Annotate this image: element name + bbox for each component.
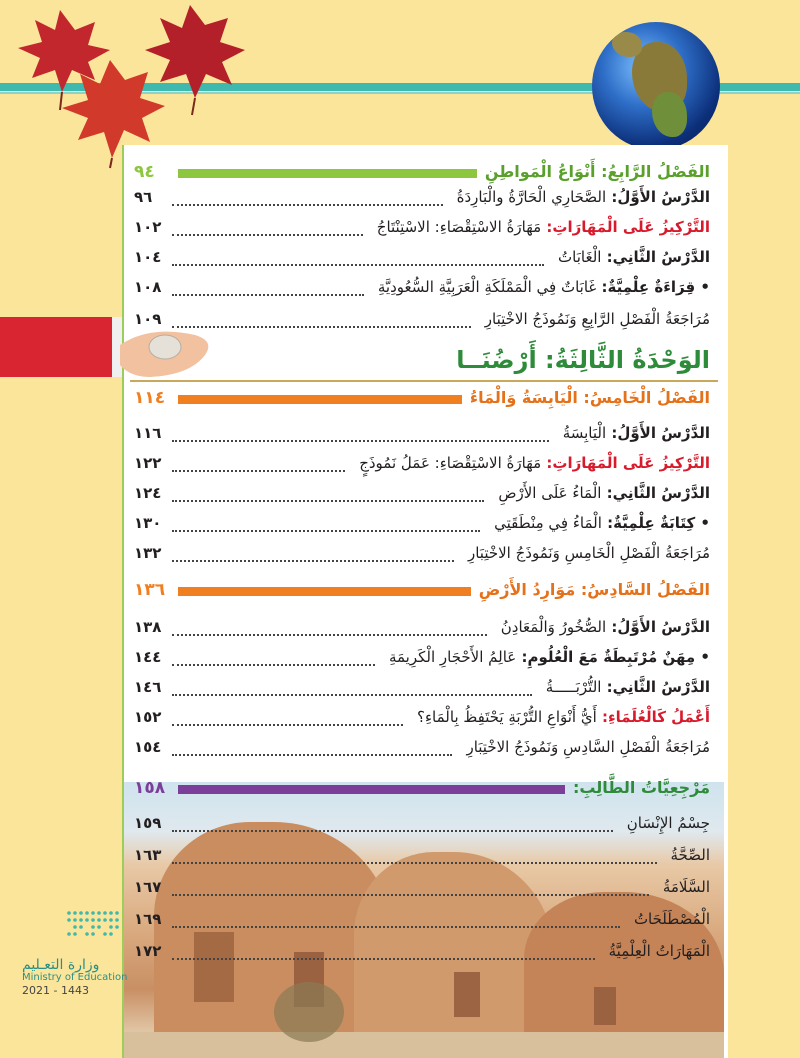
toc-leader-dots [172,470,345,472]
toc-entry-row[interactable] [130,876,718,904]
toc-page-number: ١٥٤ [134,738,162,756]
toc-page-number: ١٠٢ [134,218,162,236]
toc-entry-title [385,648,710,666]
toc-entry-prefix: التَّرْكِيزُ عَلَى الْمَهَارَاتِ: [541,218,710,236]
toc-leader-dots [172,204,443,206]
toc-leader-dots [172,724,403,726]
toc-page-number: ١٣٨ [134,618,162,636]
toc-page-number: ١١٤ [134,388,166,408]
toc-leader-dots [172,440,549,442]
toc-leader-dots [172,862,657,864]
toc-entry-title [494,484,710,502]
toc-page-number: ١٠٨ [134,278,162,296]
ministry-logo-icon [66,910,124,940]
toc-entry-label: الصُّخُورُ وَالْمَعَادِنُ [500,618,607,636]
toc-entry-title [667,846,710,864]
toc-page-number: ١٣٦ [134,580,166,600]
tomb-facade [454,972,480,1017]
toc-entry-prefix: • كِتَابَةٌ عِلْمِيَّةٌ: [601,514,710,532]
toc-entry-title [569,778,710,797]
toc-entry-label: الفَصْلُ الْخَامِسُ: الْيَابِسَةُ وَالْمَاءُ [469,388,710,407]
chapter-leader-bar [178,785,565,794]
toc-entry-row[interactable] [130,736,718,764]
tomb-facade [594,987,616,1025]
globe-image [592,22,720,150]
toc-entry-prefix: الدَّرْسُ الثَّانِي: [601,678,710,696]
toc-entry-prefix: الدَّرْسُ الأَوَّلُ: [606,424,710,442]
toc-entry-row[interactable] [130,216,718,244]
toc-leader-dots [172,958,595,960]
ministry-year: 2021 - 1443 [22,984,89,997]
toc-entry-row[interactable] [130,706,718,734]
toc-entry-label: الفَصْلُ السَّادِسُ: مَوَارِدُ الأَرْضِ [478,580,710,599]
toc-entry-row[interactable] [130,246,718,274]
toc-entry-title [659,878,710,896]
toc-leader-dots [172,530,480,532]
toc-leader-dots [172,500,484,502]
toc-entry-title [453,188,710,206]
toc-entry-row[interactable] [130,512,718,540]
toc-entry-label: الْمَاءُ فِي مِنْطَقَتِي [494,514,602,532]
toc-entry-title [466,388,710,407]
toc-chapter-row[interactable] [130,578,718,606]
toc-entry-row[interactable] [130,812,718,840]
toc-page-number: ١٥٩ [134,814,162,832]
toc-entry-prefix: الدَّرْسُ الأَوَّلُ: [606,618,710,636]
toc-entry-row[interactable] [130,844,718,872]
toc-entry-label: مُرَاجَعَةُ الْفَصْلِ السَّادِسِ وَنَمُوذَجُ الاخْتِبَارِ [466,738,710,756]
toc-entry-label: الصِّحَّةُ [670,846,710,864]
toc-entry-label: مَهَارَةُ الاسْتِقْصَاءِ: الاسْتِنْتَاجُ [376,218,542,236]
toc-leader-dots [172,634,487,636]
toc-page-number: ١٦٩ [134,910,162,928]
toc-page-number: ١١٦ [134,424,162,442]
toc-entry-title [475,580,710,599]
toc-entry-title [374,278,710,296]
toc-leader-dots [172,754,452,756]
toc-entry-prefix: الدَّرْسُ الأَوَّلُ: [606,188,710,206]
toc-entry-title [490,514,710,532]
toc-page-number: ١٣٢ [134,544,162,562]
toc-entry-row[interactable] [130,616,718,644]
toc-leader-dots [172,294,364,296]
toc-entry-prefix: • قِرَاءَةٌ عِلْمِيَّةٌ: [596,278,710,296]
toc-entry-label: أَيُّ أَنْوَاعِ التُّرْبَةِ يَحْتَفِظُ بِالْمَاءِ؟ [417,708,597,726]
toc-page-number: ١٦٧ [134,878,162,896]
toc-entry-title [542,678,710,696]
toc-entry-label: مَرْجِعِيَّاتُ الطَّالِبِ: [572,778,710,797]
toc-entry-prefix: • مِهَنٌ مُرْتَبِطَةٌ مَعَ الْعُلُومِ: [516,648,710,666]
toc-chapter-row[interactable] [130,776,718,804]
toc-entry-title [481,310,710,328]
toc-entry-title [605,942,710,960]
toc-leader-dots [172,326,471,328]
ministry-name-arabic: وزارة التعـليم [22,957,100,973]
chapter-leader-bar [178,395,462,404]
toc-entry-prefix: الدَّرْسُ الثَّانِي: [601,248,710,266]
toc-leader-dots [172,926,620,928]
toc-entry-title [497,618,710,636]
toc-leader-dots [172,264,544,266]
toc-entry-label: الْمَاءُ عَلَى الأَرْضِ [498,484,602,502]
toc-page-number: ١٢٢ [134,454,162,472]
toc-page-number: ١٠٤ [134,248,162,266]
toc-entry-row[interactable] [130,646,718,674]
chapter-leader-bar [178,169,477,178]
toc-entry-label: الْغَابَاتُ [558,248,602,266]
toc-entry-label: الْمَهَارَاتُ الْعِلْمِيَّةُ [608,942,710,960]
toc-page-number: ١٥٨ [134,778,166,798]
toc-entry-row[interactable] [130,186,718,214]
toc-entry-label: الصَّحَارِي الْحَارَّةُ والْبَارِدَةُ [456,188,607,206]
toc-entry-label: الفَصْلُ الرَّابِعُ: أَنْوَاعُ الْمَواطِنِ [484,162,710,181]
toc-entry-label: الْمُصْطَلَحَاتُ [633,910,710,928]
toc-leader-dots [172,894,649,896]
toc-entry-prefix: الدَّرْسُ الثَّانِي: [601,484,710,502]
toc-entry-title [623,814,710,832]
toc-entry-row[interactable] [130,940,718,968]
toc-entry-title [373,218,710,236]
toc-leader-dots [172,694,532,696]
toc-page-number: ١٤٤ [134,648,162,666]
toc-entry-row[interactable] [130,452,718,480]
toc-page-number: ١٠٩ [134,310,162,328]
toc-entry-row[interactable] [130,276,718,304]
unit-title: الوَحْدَةُ الثَّالِثَةُ: أَرْضُنَــا [456,346,710,374]
toc-entry-label: مَهَارَةُ الاسْتِقْصَاءِ: عَمَلُ نَمُوذَجٍ [359,454,542,472]
toc-entry-row[interactable] [130,308,718,336]
toc-entry-row[interactable] [130,482,718,510]
toc-chapter-row[interactable] [130,160,718,188]
toc-entry-title [464,544,710,562]
toc-entry-label: الْيَابِسَةُ [562,424,607,442]
toc-entry-title [630,910,710,928]
toc-chapter-row[interactable] [130,386,718,414]
toc-entry-title [355,454,710,472]
toc-entry-label: السَّلَامَةُ [662,878,710,896]
toc-entry-row[interactable] [130,676,718,704]
toc-page-number: ١٢٤ [134,484,162,502]
toc-entry-prefix: التَّرْكِيزُ عَلَى الْمَهَارَاتِ: [541,454,710,472]
toc-leader-dots [172,830,613,832]
toc-entry-label: جِسْمُ الإِنْسَانِ [626,814,710,832]
toc-entry-label: غَابَاتٌ فِي الْمَمْلَكَةِ الْعَرَبِيَّةِ السُّعُودِيَّةِ [377,278,597,296]
chapter-leader-bar [178,587,471,596]
toc-page-number: ١٦٣ [134,846,162,864]
toc-entry-title [559,424,710,442]
desert-ground [124,1032,724,1058]
toc-page-number: ٩٦ [134,188,153,206]
toc-leader-dots [172,234,363,236]
toc-entry-title [481,162,710,181]
toc-entry-row[interactable] [130,542,718,570]
toc-entry-title [413,708,710,726]
toc-entry-prefix: أَعْمَلُ كَالْعُلَمَاءِ: [596,708,710,726]
toc-page-number: ١٥٢ [134,708,162,726]
toc-leader-dots [172,560,454,562]
toc-entry-row[interactable] [130,422,718,450]
toc-entry-label: التُّرْبَـــــةُ [545,678,602,696]
toc-entry-label: مُرَاجَعَةُ الْفَصْلِ الرَّابِعِ وَنَمُوذَجُ الاخْتِبَارِ [484,310,710,328]
toc-page-number: ١٧٢ [134,942,162,960]
toc-entry-label: عَالِمُ الأَحْجَارِ الْكَرِيمَةِ [388,648,517,666]
toc-entry-title [554,248,710,266]
ministry-name-english: Ministry of Education [22,972,128,983]
toc-entry-label: مُرَاجَعَةُ الْفَصْلِ الْخَامِسِ وَنَمُوذَجُ الاخْتِبَارِ [467,544,710,562]
toc-page-number: ١٣٠ [134,514,162,532]
toc-page-number: ٩٤ [134,162,155,182]
toc-page-number: ١٤٦ [134,678,162,696]
toc-entry-title [462,738,710,756]
toc-leader-dots [172,664,375,666]
unit-underline [130,380,718,382]
toc-entry-row[interactable] [130,908,718,936]
tree [274,982,344,1042]
